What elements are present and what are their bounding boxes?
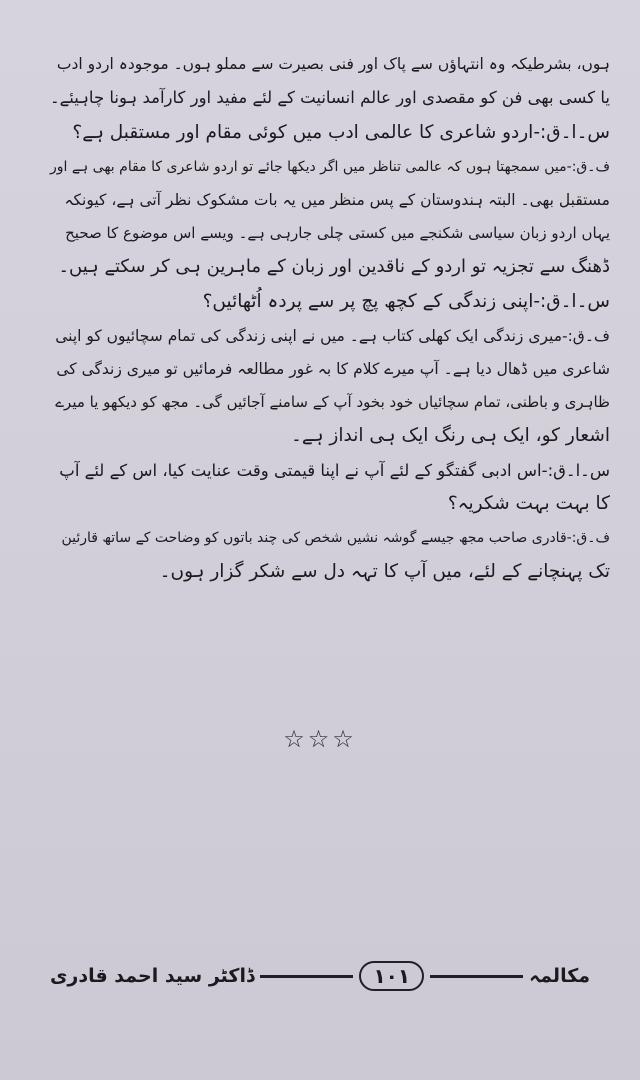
question-paragraph bbox=[48, 116, 610, 149]
page-footer bbox=[50, 955, 590, 997]
paragraph-continuation bbox=[48, 48, 610, 114]
answer-paragraph bbox=[48, 151, 610, 283]
footer-section-title: مکالمہ bbox=[529, 965, 591, 987]
text-line: مستقبل بھی۔ البتہ ہندوستان کے پس منظر میں یہ بات مشکوک نظر آتی ہے، کیونکہ bbox=[64, 191, 610, 209]
text-line: ف۔ق:-میں سمجھتا ہوں کہ عالمی تناظر میں اگر دیکھا جائے تو اردو شاعری کا مقام بھی ہے اور bbox=[49, 159, 610, 175]
question-paragraph bbox=[48, 285, 610, 318]
text-line: س۔ا۔ق:-اپنی زندگی کے کچھ پچ پر سے پردہ اُٹھائیں؟ bbox=[202, 291, 610, 312]
text-line: ہوں، بشرطیکہ وہ انتہاؤں سے پاک اور فنی بصیرت سے مملو ہوں۔ موجودہ اردو ادب bbox=[56, 55, 610, 73]
text-line: س۔ا۔ق:-اردو شاعری کا عالمی ادب میں کوئی مقام اور مستقبل ہے؟ bbox=[72, 122, 610, 143]
text-line: ظاہری و باطنی، تمام سچائیاں خود بخود آپ کے سامنے آجائیں گی۔ مجھ کو دیکھو یا میرے bbox=[55, 393, 610, 411]
text-line: یا کسی بھی فن کو مقصدی اور عالم انسانیت کے لئے مفید اور کارآمد ہونا چاہیئے۔ bbox=[49, 88, 610, 107]
text-line: ف۔ق:-قادری صاحب مجھ جیسے گوشہ نشیں شخص کی چند باتوں کو وضاحت کے ساتھ قارئین bbox=[61, 530, 610, 546]
answer-paragraph bbox=[48, 320, 610, 452]
question-paragraph bbox=[48, 454, 610, 520]
text-line: س۔ا۔ق:-اس ادبی گفتگو کے لئے آپ نے اپنا قیمتی وقت عنایت کیا، اس کے لئے آپ bbox=[59, 461, 610, 480]
answer-paragraph bbox=[48, 522, 610, 588]
section-end-ornament: ☆☆☆ bbox=[283, 725, 357, 753]
footer-rule-right bbox=[430, 975, 523, 978]
text-line: یہاں اردو زبان سیاسی شکنجے میں کستی چلی جارہی ہے۔ ویسے اس موضوع کا صحیح bbox=[65, 224, 610, 242]
text-line: ف۔ق:-میری زندگی ایک کھلی کتاب ہے۔ میں نے اپنی زندگی کی تمام سچائیوں کو اپنی bbox=[55, 327, 610, 345]
text-line: تک پہنچانے کے لئے، میں آپ کا تہہ دل سے شکر گزار ہوں۔ bbox=[159, 561, 610, 582]
text-line: کا بہت بہت شکریہ؟ bbox=[447, 493, 610, 514]
footer-author: ڈاکٹر سید احمد قادری bbox=[50, 965, 255, 987]
text-line: شاعری میں ڈھال دیا ہے۔ آپ میرے کلام کا بہ غور مطالعہ فرمائیں تو میری زندگی کی bbox=[56, 360, 610, 378]
text-line: ڈھنگ سے تجزیہ تو اردو کے ناقدین اور زبان کے ماہرین ہی کر سکتے ہیں۔ bbox=[58, 256, 610, 277]
interview-text bbox=[48, 48, 610, 590]
page-number: ۱۰۱ bbox=[359, 961, 424, 991]
footer-rule-left bbox=[260, 975, 353, 978]
text-line: اشعار کو، ایک ہی رنگ ایک ہی انداز ہے۔ bbox=[291, 425, 610, 446]
